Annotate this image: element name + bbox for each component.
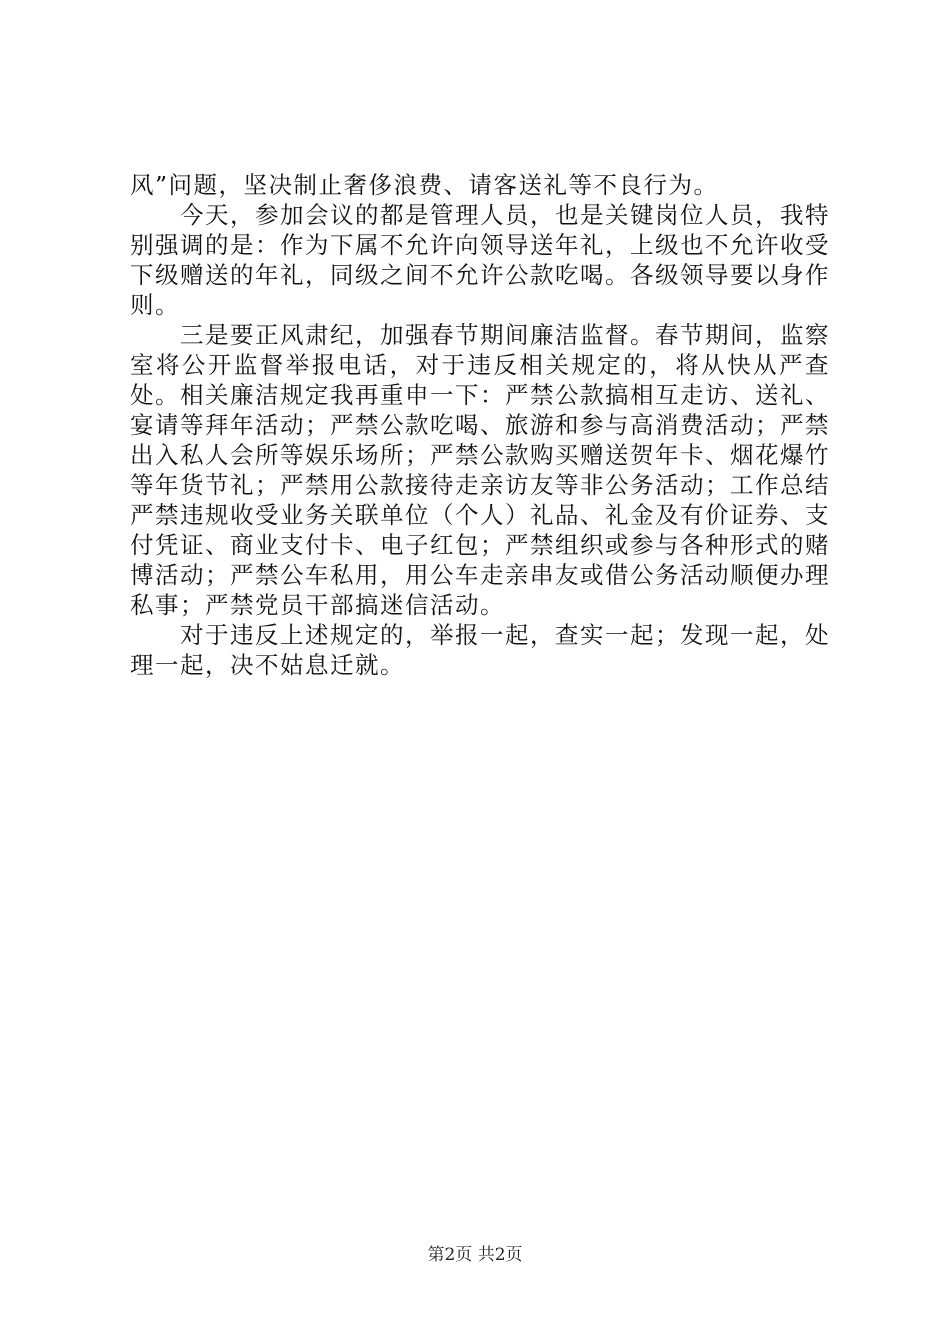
paragraph-continuation: 风”问题，坚决制止奢侈浪费、请客送礼等不良行为。: [130, 171, 719, 199]
page-number-footer: 第2页 共2页: [427, 1245, 523, 1265]
paragraph-enforcement: 对于违反上述规定的，举报一起，查实一起；发现一起，处理一起，决不姑息迁就。: [130, 621, 830, 679]
paragraph-meeting-emphasis: 今天，参加会议的都是管理人员，也是关键岗位人员，我特别强调的是：作为下属不允许向领导送年礼，上级也不允许收受下级赠送的年礼，同级之间不允许公款吃喝。各级领导要以身作则。: [130, 201, 830, 319]
paragraph-discipline-rules: 三是要正风肃纪，加强春节期间廉洁监督。春节期间，监察室将公开监督举报电话，对于违反相关规定的，将从快从严查处。相关廉洁规定我再重申一下：严禁公款搞相互走访、送礼、宴请等拜年活动；严禁公款吃喝、旅游和参与高消费活动；严禁出入私人会所等娱乐场所；严禁公款购买赠送贺年卡、烟花爆竹等年货节礼；严禁用公款接待走亲访友等非公务活动；工作总结严禁违规收受业务关联单位（个人）礼品、礼金及有价证券、支付凭证、商业支付卡、电子红包；严禁组织或参与各种形式的赌博活动；严禁公车私用，用公车走亲串友或借公务活动顺便办理私事；严禁党员干部搞迷信活动。: [130, 321, 830, 619]
document-body: [130, 170, 830, 680]
